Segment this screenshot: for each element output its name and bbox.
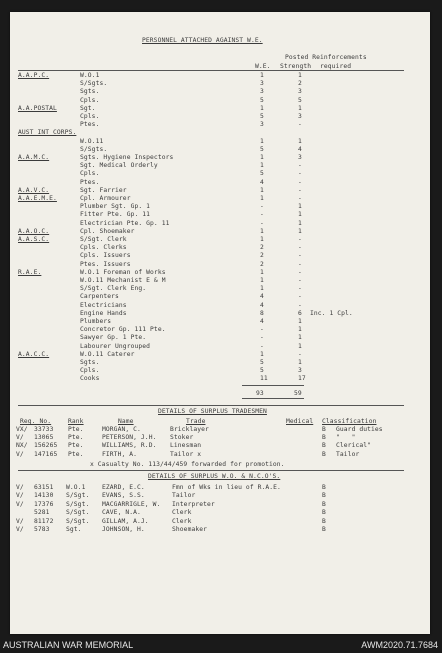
row-strength: 3 — [298, 367, 302, 375]
wo-rank: Sgt. — [66, 526, 82, 533]
row-description: Ptes. — [80, 121, 100, 129]
wo-rank: W.O.1 — [66, 484, 86, 491]
row-strength: 1 — [298, 211, 302, 219]
surplus-trade: Bricklayer — [170, 426, 209, 433]
wo-rank: S/Sgt. — [66, 500, 90, 508]
row-strength: 6 — [298, 309, 302, 317]
row-description: Sgt. — [80, 104, 96, 112]
row-description: S/Sgts. — [80, 80, 108, 88]
surplus-classification: " " — [336, 434, 356, 442]
row-description: Engine Hands — [80, 309, 127, 317]
row-we: 2 — [260, 252, 264, 260]
row-we: 1 — [260, 227, 264, 235]
row-strength: 5 — [298, 96, 302, 104]
row-description: Sgts. — [80, 359, 100, 366]
row-strength: - — [298, 244, 302, 252]
total-we: 93 — [256, 390, 264, 397]
row-unit: A.A.V.C. — [18, 186, 50, 194]
row-description: Sgt. Medical Orderly — [80, 162, 158, 170]
row-strength: - — [298, 293, 302, 301]
casualty-note: x Casualty No. 113/44/459 forwarded for promotion. — [90, 461, 285, 468]
surplus-reg-no: 13065 — [34, 434, 54, 442]
row-we: 5 — [260, 367, 264, 375]
row-description: Ptes. — [80, 178, 100, 186]
row-we: 5 — [260, 96, 264, 104]
row-strength: 3 — [298, 113, 302, 120]
row-unit: A.A.M.C. — [18, 154, 50, 161]
surplus-name: FIRTH, A. — [102, 450, 138, 458]
surplus-medical: B — [322, 426, 326, 433]
surplus-mark: NX/ — [16, 442, 28, 450]
row-we: 4 — [260, 178, 264, 186]
row-strength: - — [298, 277, 302, 284]
row-strength: - — [298, 268, 302, 276]
row-strength: - — [298, 186, 302, 194]
row-strength: 1 — [298, 334, 302, 342]
surplus-rank: Pte. — [68, 442, 84, 450]
row-description: Cpls. — [80, 367, 100, 375]
wo-mark: V/ — [16, 492, 24, 500]
row-we: 1 — [260, 154, 264, 161]
document-title: PERSONNEL ATTACHED AGAINST W.E. — [142, 37, 263, 44]
row-description: W.O.11 Mechanist E & M — [80, 277, 166, 284]
row-strength: 1 — [298, 203, 302, 211]
row-description: Electrician Pte. Gp. 11 — [80, 219, 170, 227]
wo-mark: V/ — [16, 517, 24, 525]
archive-footer — [0, 637, 442, 653]
row-we: 11 — [260, 375, 268, 383]
surplus-reg-no: 156265 — [34, 442, 58, 450]
row-we: 2 — [260, 260, 264, 268]
wo-medical: B — [322, 526, 326, 533]
row-description: Sgts. Hygiene Inspectors — [80, 154, 174, 161]
wo-reg-no: 17376 — [34, 500, 54, 508]
row-remark: Inc. 1 Cpl. — [310, 309, 353, 317]
wo-reg-no: 5281 — [34, 509, 50, 517]
wo-mark: V/ — [16, 484, 24, 491]
wo-mark: V/ — [16, 526, 24, 533]
surplus-mark: V/ — [16, 450, 24, 458]
row-unit: A.A.O.C. — [18, 227, 50, 235]
row-description: W.O.11 Caterer — [80, 350, 135, 358]
row-description: Cpls. — [80, 113, 100, 120]
header-required: required — [320, 63, 352, 70]
row-strength: - — [298, 170, 302, 178]
row-we: - — [260, 342, 264, 350]
row-description: W.O.11 — [80, 137, 104, 145]
row-we: 1 — [260, 350, 264, 358]
wo-trade: Clerk — [172, 517, 192, 525]
row-strength: - — [298, 121, 302, 129]
wo-trade: Interpreter — [172, 500, 215, 508]
row-strength: - — [298, 301, 302, 309]
wo-trade: Fmn of Wks in lieu of R.A.E. — [172, 484, 281, 491]
surplus-trade: Tailor x — [170, 450, 202, 458]
surplus-classification: Guard duties — [336, 426, 383, 433]
row-description: W.O.1 — [80, 72, 100, 79]
wo-medical: B — [322, 517, 326, 525]
row-unit: A.A.C.C. — [18, 350, 50, 358]
row-strength: - — [298, 195, 302, 202]
row-description: Plumber Sgt. Gp. 1 — [80, 203, 151, 211]
row-strength: 4 — [298, 145, 302, 153]
surplus-tradesmen-title: DETAILS OF SURPLUS TRADESMEN — [158, 408, 267, 415]
wo-trade: Clerk — [172, 509, 192, 517]
row-description: S/Sgt. Clerk Eng. — [80, 285, 147, 293]
row-description: Sawyer Gp. 1 Pte. — [80, 334, 147, 342]
surplus-mark: VX/ — [16, 426, 28, 433]
row-we: 1 — [260, 285, 264, 293]
col-rank: Rank — [68, 418, 84, 425]
row-description: W.O.1 Foreman of Works — [80, 268, 166, 276]
row-strength: 1 — [298, 326, 302, 334]
row-strength: 1 — [298, 219, 302, 227]
row-we: 5 — [260, 170, 264, 178]
col-name: Name — [118, 418, 134, 425]
wo-name: JOHNSON, H. — [102, 526, 145, 533]
total-strength: 59 — [294, 390, 302, 397]
wo-medical: B — [322, 509, 326, 517]
row-strength: 2 — [298, 80, 302, 88]
row-strength: 1 — [298, 342, 302, 350]
surplus-reg-no: 33733 — [34, 426, 54, 433]
surplus-classification: Clerical" — [336, 442, 372, 450]
row-we: 1 — [260, 104, 264, 112]
row-we: 1 — [260, 236, 264, 243]
footer-accession-number: AWM2020.71.7684 — [361, 640, 438, 650]
row-we: 8 — [260, 309, 264, 317]
wo-name: MACGARRIGLE, W. — [102, 500, 161, 508]
row-we: 3 — [260, 121, 264, 129]
row-we: 3 — [260, 80, 264, 88]
surplus-medical: B — [322, 450, 326, 458]
row-description: Cpl. Armourer — [80, 195, 131, 202]
wo-rank: S/Sgt. — [66, 509, 90, 517]
row-we: 1 — [260, 162, 264, 170]
row-strength: - — [298, 260, 302, 268]
surplus-wo-title: DETAILS OF SURPLUS W.O. & N.C.O'S. — [148, 473, 281, 480]
surplus-reg-no: 147165 — [34, 450, 58, 458]
surplus-trade: Stoker — [170, 434, 194, 442]
row-we: - — [260, 334, 264, 342]
wo-trade: Shoemaker — [172, 526, 208, 533]
row-description: Carpenters — [80, 293, 119, 301]
header-strength: Strength — [280, 63, 312, 70]
col-classification: Classification — [322, 418, 377, 425]
row-strength: - — [298, 252, 302, 260]
col-reg-no: Reg. No. — [20, 418, 52, 425]
row-description: Labourer Ungrouped — [80, 342, 151, 350]
row-description: Sgt. Farrier — [80, 186, 127, 194]
row-strength: - — [298, 236, 302, 243]
row-description: Concretor Gp. 111 Pte. — [80, 326, 166, 334]
wo-medical: B — [322, 484, 326, 491]
row-we: - — [260, 203, 264, 211]
row-we: - — [260, 326, 264, 334]
row-we: 5 — [260, 145, 264, 153]
row-we: 3 — [260, 88, 264, 96]
surplus-name: MORGAN, C. — [102, 426, 141, 433]
row-description: S/Sgt. Clerk — [80, 236, 127, 243]
row-strength: 1 — [298, 359, 302, 366]
wo-reg-no: 14130 — [34, 492, 54, 500]
row-description: Cpls. Clerks — [80, 244, 127, 252]
totals-rule — [242, 385, 304, 386]
row-description: Sgts. — [80, 88, 100, 96]
wo-rank: S/Sgt. — [66, 517, 90, 525]
row-we: 4 — [260, 293, 264, 301]
row-description: Plumbers — [80, 318, 112, 325]
footer-institution: AUSTRALIAN WAR MEMORIAL — [3, 640, 134, 650]
totals-rule-bottom — [242, 398, 304, 399]
wo-medical: B — [322, 492, 326, 500]
row-we: - — [260, 211, 264, 219]
row-description: S/Sgts. — [80, 145, 108, 153]
row-unit: AUST INT CORPS. — [18, 129, 77, 137]
wo-trade: Tailor — [172, 492, 196, 500]
header-posted: Posted Reinforcements — [285, 54, 367, 61]
wo-name: EZARD, E.C. — [102, 484, 145, 491]
col-trade: Trade — [186, 418, 206, 425]
row-description: Ptes. Issuers — [80, 260, 131, 268]
wo-rank: S/Sgt. — [66, 492, 90, 500]
row-strength: 1 — [298, 72, 302, 79]
surplus-mark: V/ — [16, 434, 24, 442]
row-strength: - — [298, 162, 302, 170]
surplus-medical: B — [322, 442, 326, 450]
row-description: Cpls. — [80, 170, 100, 178]
wo-reg-no: 81172 — [34, 517, 54, 525]
row-we: 4 — [260, 301, 264, 309]
row-we: 5 — [260, 113, 264, 120]
row-unit: A.A.POSTAL — [18, 104, 57, 112]
row-description: Cooks — [80, 375, 100, 383]
row-strength: 1 — [298, 104, 302, 112]
row-we: 2 — [260, 244, 264, 252]
surplus-rank: Pte. — [68, 434, 84, 442]
section-rule-2 — [18, 470, 404, 471]
wo-reg-no: 5783 — [34, 526, 50, 533]
wo-name: CAVE, N.A. — [102, 509, 141, 517]
col-medical: Medical — [286, 418, 314, 425]
row-we: 4 — [260, 318, 264, 325]
row-we: 1 — [260, 137, 264, 145]
surplus-rank: Pte. — [68, 450, 84, 458]
row-unit: A.A.P.C. — [18, 72, 50, 79]
wo-name: EVANS, S.S. — [102, 492, 145, 500]
row-strength: 3 — [298, 154, 302, 161]
row-description: Electricians — [80, 301, 127, 309]
row-description: Cpl. Shoemaker — [80, 227, 135, 235]
section-rule — [18, 405, 404, 406]
row-description: Cpls. Issuers — [80, 252, 131, 260]
row-strength: 17 — [298, 375, 306, 383]
row-strength: 1 — [298, 227, 302, 235]
row-we: 1 — [260, 72, 264, 79]
row-we: 1 — [260, 268, 264, 276]
row-unit: A.A.E.M.E. — [18, 195, 57, 202]
row-we: - — [260, 219, 264, 227]
row-we: 1 — [260, 195, 264, 202]
surplus-name: PETERSON, J.H. — [102, 434, 157, 442]
wo-mark: V/ — [16, 500, 24, 508]
row-unit: A.A.S.C. — [18, 236, 50, 243]
surplus-rank: Pte. — [68, 426, 84, 433]
row-unit: R.A.E. — [18, 268, 42, 276]
row-description: Cpls. — [80, 96, 100, 104]
row-description: Fitter Pte. Gp. 11 — [80, 211, 151, 219]
row-we: 5 — [260, 359, 264, 366]
header-we: W.E. — [255, 63, 271, 70]
surplus-trade: Linesman — [170, 442, 202, 450]
header-rule — [18, 70, 404, 71]
surplus-classification: Tailor — [336, 450, 360, 458]
row-strength: - — [298, 285, 302, 293]
row-strength: - — [298, 350, 302, 358]
surplus-name: WILLIAMS, R.D. — [102, 442, 157, 450]
row-strength: 1 — [298, 137, 302, 145]
wo-reg-no: 63151 — [34, 484, 54, 491]
row-strength: 1 — [298, 318, 302, 325]
row-strength: 3 — [298, 88, 302, 96]
row-we: 1 — [260, 186, 264, 194]
document-page — [10, 12, 430, 634]
wo-name: GILLAM, A.J. — [102, 517, 149, 525]
wo-medical: B — [322, 500, 326, 508]
row-we: 1 — [260, 277, 264, 284]
surplus-medical: B — [322, 434, 326, 442]
row-strength: - — [298, 178, 302, 186]
